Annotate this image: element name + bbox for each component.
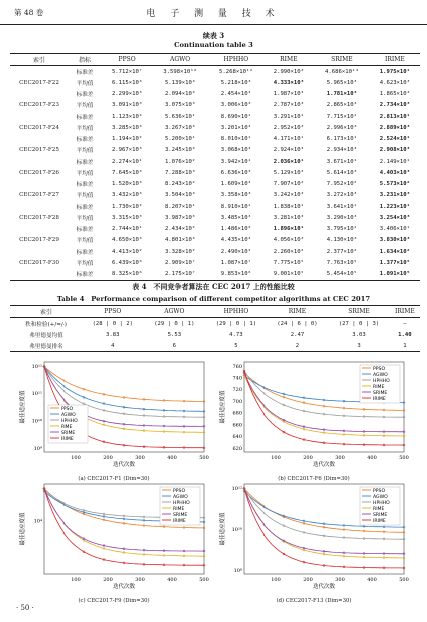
table-cell: 1.40 <box>398 331 412 338</box>
table-cell: 2.299×10³ <box>111 91 143 98</box>
x-tick-label: 400 <box>367 455 377 461</box>
row-metric: 平均值 <box>76 193 94 200</box>
row-label: 弗里德曼排名 <box>10 340 82 352</box>
table-cell: 3.358×10³ <box>220 192 252 199</box>
y-axis-label: 最佳适应度值 <box>220 390 226 424</box>
table-cell: 8.207×10¹ <box>164 203 196 210</box>
table-row <box>10 156 420 167</box>
table-cell: 4.435×10³ <box>220 237 252 244</box>
table-cell: 2.813×10¹ <box>379 113 411 120</box>
table-cell: 7.645×10³ <box>111 169 143 176</box>
table-cell: 2.865×10³ <box>326 102 358 109</box>
table3-header-cell: 索引 <box>10 54 68 66</box>
table-cell: 2.924×10³ <box>273 147 305 154</box>
table-cell: 2.952×10³ <box>273 124 305 131</box>
table-cell: 5.139×10³ <box>164 79 196 86</box>
row-index: CEC2017-F22 <box>19 79 59 86</box>
table-cell: 7.952×10² <box>326 181 358 188</box>
row-index <box>10 134 68 145</box>
table-row <box>10 190 420 201</box>
table-cell: 4.73 <box>229 331 243 338</box>
legend-entry: SRIME <box>373 512 388 518</box>
table3-header-cell: HPHHO <box>208 54 264 66</box>
table-cell: 3.075×10³ <box>164 102 196 109</box>
table-cell: 3.83 <box>106 331 120 338</box>
table-cell: 3.641×10¹ <box>326 203 358 210</box>
table-cell: 1.634×10² <box>379 248 411 255</box>
y-tick-label: 10⁸ <box>233 567 242 574</box>
row-index <box>10 156 68 167</box>
table-cell: 1.223×10¹ <box>379 203 411 210</box>
table-cell: 2.734×10³ <box>379 102 411 109</box>
x-tick-label: 500 <box>399 455 409 461</box>
table-row <box>10 134 420 145</box>
row-metric: 平均值 <box>76 80 94 87</box>
row-metric: 平均值 <box>76 170 94 177</box>
table-row <box>10 167 420 178</box>
y-tick-label: 10¹¹ <box>31 391 42 398</box>
y-tick-label: 720 <box>232 387 242 394</box>
table-cell: (28 | 0 | 2) <box>92 320 133 327</box>
table-row <box>10 89 420 100</box>
table-cell: 3.254×10³ <box>379 214 411 221</box>
table4-header-cell: IRIME <box>390 306 420 318</box>
table-cell: 2.934×10³ <box>326 147 358 154</box>
table-cell: 4.403×10³ <box>379 169 411 176</box>
table-cell: 1.896×10¹ <box>273 226 305 233</box>
table-cell: 4.650×10³ <box>111 237 143 244</box>
table-cell: 1.123×10² <box>111 113 143 120</box>
row-index <box>10 201 68 212</box>
x-tick-label: 300 <box>335 455 345 461</box>
y-axis-label: 最佳适应度值 <box>20 390 26 424</box>
table-row <box>10 111 420 122</box>
table-row <box>10 224 420 235</box>
table-cell: 3.091×10³ <box>111 102 143 109</box>
table3-header-cell: AGWO <box>152 54 208 66</box>
table-cell: 2.908×10³ <box>379 147 411 154</box>
table-cell: 1.194×10² <box>111 136 143 143</box>
table-cell: 3.290×10³ <box>326 214 358 221</box>
table-cell: 2.490×10² <box>220 248 252 255</box>
table-cell: 1.076×10² <box>164 158 196 165</box>
table-cell: 2.260×10² <box>273 248 305 255</box>
table-cell: 9.853×10⁶ <box>208 269 264 281</box>
table-row <box>10 318 420 330</box>
legend-entry: RIME <box>173 506 185 512</box>
legend-entry: IRIME <box>373 518 386 524</box>
legend-entry: PPSO <box>373 488 386 494</box>
table-cell: 6.636×10³ <box>220 169 252 176</box>
table-cell: 2.996×10³ <box>326 124 358 131</box>
table-cell: 3 <box>328 340 390 352</box>
table4-header-cell: HPHHO <box>205 306 267 318</box>
table-cell: 4.171×10¹ <box>273 136 305 143</box>
legend-entry: RIME <box>373 384 385 390</box>
row-metric: 平均值 <box>76 148 94 155</box>
table-cell: 7.775×10⁵ <box>273 259 305 266</box>
figure-panel-d <box>214 478 414 604</box>
row-index <box>10 179 68 190</box>
table-cell: 9.001×10⁵ <box>264 269 314 281</box>
y-tick-label: 10¹² <box>231 485 242 492</box>
row-metric: 标准差 <box>76 114 94 121</box>
table-cell: 3.242×10³ <box>273 192 305 199</box>
table-cell: (24 | 6 | 0) <box>277 320 318 327</box>
table-cell: 2.524×10¹ <box>379 136 411 143</box>
row-index: CEC2017-F30 <box>19 259 59 266</box>
table-cell: 2.094×10³ <box>164 91 196 98</box>
table-cell: 3.281×10³ <box>273 214 305 221</box>
table-row <box>10 257 420 268</box>
y-tick-label: 740 <box>232 375 242 382</box>
table-cell: 5 <box>205 340 267 352</box>
table-cell: (27 | 0 | 3) <box>338 320 380 327</box>
table-cell: 1.377×10⁵ <box>379 259 411 266</box>
table-cell: 1.838×10¹ <box>273 203 305 210</box>
legend-entry: RIME <box>373 506 385 512</box>
table-cell: 1.865×10³ <box>379 91 411 98</box>
row-label: 秩和检验(+/=/-) <box>25 321 67 328</box>
y-tick-label: 700 <box>232 398 242 405</box>
table-cell: 2.454×10³ <box>220 91 252 98</box>
table-cell: 5.454×10⁵ <box>314 269 370 281</box>
row-metric: 标准差 <box>76 249 94 256</box>
table-cell: 2.990×10³ <box>273 68 305 75</box>
x-tick-label: 500 <box>399 577 409 583</box>
table-row <box>10 269 420 281</box>
table-cell: 7.763×10⁵ <box>326 259 358 266</box>
table-cell: 3.267×10³ <box>164 124 196 131</box>
y-tick-label: 640 <box>232 434 242 441</box>
legend-entry: AGWO <box>373 372 388 378</box>
table-cell: 6 <box>144 340 206 352</box>
table3 <box>10 53 420 281</box>
table4-title-cn: 表 4 不同竞争者算法在 CEC 2017 上的性能比较 <box>132 282 295 291</box>
y-tick-label: 680 <box>232 410 242 417</box>
row-metric: 标准差 <box>76 159 94 166</box>
y-axis-label: 最佳适应度值 <box>20 512 26 546</box>
table-cell: (29 | 0 | 1) <box>215 320 257 327</box>
panel-c-caption: (c) CEC2017-F9 (Dim=30) <box>78 598 150 604</box>
table-cell: 2 <box>267 340 329 352</box>
x-tick-label: 400 <box>167 455 177 461</box>
x-tick-label: 100 <box>71 577 81 583</box>
table4 <box>10 305 420 352</box>
table-cell: 2.149×10¹ <box>379 158 411 165</box>
x-tick-label: 500 <box>199 577 209 583</box>
x-tick-label: 100 <box>71 455 81 461</box>
y-tick-label: 760 <box>232 363 242 370</box>
table-cell: 8.910×10¹ <box>220 203 252 210</box>
y-axis-label: 最佳适应度值 <box>220 512 226 546</box>
table-cell: 7.715×10¹ <box>326 113 358 120</box>
row-index <box>10 224 68 235</box>
table3-title-cn: 续表 3 <box>202 31 225 40</box>
y-tick-label: 10⁹ <box>33 445 42 452</box>
table-cell: 2.175×10⁷ <box>152 269 208 281</box>
table-cell: 3.291×10¹ <box>273 113 305 120</box>
x-tick-label: 200 <box>103 577 113 583</box>
row-label: 弗里德曼均值 <box>29 332 63 339</box>
table-cell: 2.434×10² <box>164 226 196 233</box>
table-cell: 4.333×10³ <box>273 79 305 86</box>
table-cell: 3.987×10³ <box>164 214 196 221</box>
table-cell: 1.987×10³ <box>273 91 305 98</box>
figure-panel-a <box>14 356 214 482</box>
table-cell: 2.377×10² <box>326 248 358 255</box>
table-cell: 6.115×10³ <box>111 79 143 86</box>
legend-entry: PPSO <box>373 366 386 372</box>
table4-header-cell: SRIME <box>328 306 390 318</box>
table-cell: 3.671×10¹ <box>326 158 358 165</box>
table-cell: 3.231×10³ <box>379 192 411 199</box>
row-metric: 标准差 <box>68 269 102 281</box>
panel-d-caption: (d) CEC2017-F13 (Dim=30) <box>276 598 352 604</box>
row-index: CEC2017-F26 <box>19 169 59 176</box>
table-row <box>10 246 420 257</box>
table-cell: 2.274×10¹ <box>111 158 143 165</box>
table-cell: 8.325×10⁶ <box>102 269 152 281</box>
table-cell: 3.406×10¹ <box>379 226 411 233</box>
table3-header-cell: PPSO <box>102 54 152 66</box>
table-cell: 3.830×10³ <box>379 237 411 244</box>
table-cell: 1.730×10² <box>111 203 143 210</box>
table-cell: 6.173×10¹ <box>326 136 358 143</box>
figure-panel-b <box>214 356 414 482</box>
legend-entry: SRIME <box>173 512 188 518</box>
table-cell: 5.129×10³ <box>273 169 305 176</box>
panel-b-caption: (b) CEC2017-F6 (Dim=30) <box>278 476 350 482</box>
row-index: CEC2017-F28 <box>19 214 59 221</box>
x-axis-label: 迭代次数 <box>312 462 336 468</box>
table-cell: — <box>403 320 407 327</box>
table-cell: 5.573×10² <box>379 181 411 188</box>
table-cell: 5.200×10¹ <box>164 136 196 143</box>
table-cell: 5.636×10¹ <box>164 113 196 120</box>
table-cell: 8.690×10¹ <box>220 113 252 120</box>
figure-panel-c <box>14 478 214 604</box>
row-index <box>10 269 68 281</box>
x-tick-label: 200 <box>303 455 313 461</box>
table-cell: 2.744×10¹ <box>111 226 143 233</box>
row-index: CEC2017-F25 <box>19 147 59 154</box>
table-cell: 4.413×10² <box>111 248 143 255</box>
table-row <box>10 212 420 223</box>
row-metric: 标准差 <box>76 204 94 211</box>
table-cell: 2.909×10⁷ <box>164 259 196 266</box>
table-row <box>10 145 420 156</box>
row-metric: 标准差 <box>76 137 94 144</box>
page-number: · 50 · <box>16 604 34 612</box>
x-tick-label: 200 <box>103 455 113 461</box>
row-metric: 标准差 <box>76 227 94 234</box>
table-row <box>10 66 420 78</box>
x-tick-label: 100 <box>271 455 281 461</box>
legend-entry: SRIME <box>373 390 388 396</box>
legend-entry: AGWO <box>173 494 188 500</box>
table-cell: 8.010×10¹ <box>220 136 252 143</box>
table-cell: 4.801×10³ <box>164 237 196 244</box>
x-tick-label: 400 <box>367 577 377 583</box>
legend-entry: HPHHO <box>61 418 78 424</box>
table-cell: 2.036×10¹ <box>273 158 305 165</box>
table-cell: 5.218×10³ <box>220 79 252 86</box>
table-row <box>10 179 420 190</box>
table-cell: 5.614×10³ <box>326 169 358 176</box>
table-cell: 3.432×10³ <box>111 192 143 199</box>
legend-entry: IRIME <box>173 518 186 524</box>
table-cell: 5.712×10⁷ <box>111 68 143 75</box>
table-cell: 7.907×10² <box>273 181 305 188</box>
x-tick-label: 300 <box>135 577 145 583</box>
table-cell: 3.272×10³ <box>326 192 358 199</box>
legend-entry: HPHHO <box>173 500 190 506</box>
table-cell: 1.486×10² <box>220 226 252 233</box>
table-row <box>10 235 420 246</box>
journal-title: 电 子 测 量 技 术 <box>146 9 281 19</box>
row-index: CEC2017-F24 <box>19 124 59 131</box>
table-cell: 1.975×10¹ <box>379 68 411 75</box>
table-row <box>10 122 420 133</box>
y-tick-label: 10¹⁰ <box>231 526 242 533</box>
table-cell: 1.087×10⁷ <box>220 259 252 266</box>
table-cell: 2.787×10³ <box>273 102 305 109</box>
y-tick-label: 620 <box>232 445 242 452</box>
y-tick-label: 10⁴ <box>33 518 42 525</box>
table-cell: (29 | 0 | 1) <box>154 320 195 327</box>
table-cell: 8.243×10² <box>164 181 196 188</box>
table-cell: 5.965×10³ <box>326 79 358 86</box>
legend-entry: SRIME <box>61 430 76 436</box>
table-cell: 3.328×10² <box>164 248 196 255</box>
table-row <box>10 77 420 88</box>
panel-a-caption: (a) CEC2017-F1 (Dim=30) <box>78 476 150 482</box>
x-tick-label: 100 <box>271 577 281 583</box>
x-tick-label: 200 <box>303 577 313 583</box>
table-cell: 5.268×10¹² <box>219 68 253 75</box>
row-metric: 平均值 <box>76 103 94 110</box>
table4-title-en: Table 4 Performance comparison of different competitor algorithms at CEC 2017 <box>56 295 371 303</box>
table-cell: 1.091×10⁵ <box>370 269 420 281</box>
legend-entry: HPHHO <box>373 500 390 506</box>
table-row <box>10 340 420 352</box>
legend-entry: PPSO <box>61 406 74 412</box>
table4-header-cell: 索引 <box>10 306 82 318</box>
table-cell: 3.485×10³ <box>220 214 252 221</box>
table-cell: 1.520×10³ <box>111 181 143 188</box>
row-index: CEC2017-F27 <box>19 192 59 199</box>
table-cell: 3.504×10³ <box>164 192 196 199</box>
x-tick-label: 300 <box>335 577 345 583</box>
table3-header-cell: SRIME <box>314 54 370 66</box>
table-row <box>10 100 420 111</box>
table-cell: 2.967×10³ <box>111 147 143 154</box>
row-index <box>10 89 68 100</box>
table3-header-cell: RIME <box>264 54 314 66</box>
table-cell: 3.598×10¹⁰ <box>163 68 197 75</box>
x-axis-label: 迭代次数 <box>112 584 136 590</box>
table-cell: 2.47 <box>290 331 305 338</box>
row-metric: 平均值 <box>76 260 94 267</box>
table-cell: 6.439×10⁶ <box>111 259 143 266</box>
table-row <box>10 329 420 340</box>
table-cell: 3.201×10³ <box>220 124 252 131</box>
y-tick-label: 10¹⁰ <box>31 418 42 425</box>
row-index <box>10 66 68 78</box>
table-cell: 3.795×10¹ <box>326 226 358 233</box>
table-cell: 2.889×10³ <box>379 124 411 131</box>
table-row <box>10 201 420 212</box>
row-index <box>10 246 68 257</box>
volume-label: 第 48 卷 <box>14 8 44 17</box>
legend-entry: RIME <box>61 424 73 430</box>
table3-title-en: Continuation table 3 <box>174 41 253 49</box>
table-cell: 4.623×10³ <box>379 79 411 86</box>
table-cell: 3.245×10³ <box>164 147 196 154</box>
table-cell: 3.006×10³ <box>220 102 252 109</box>
legend-entry: IRIME <box>61 436 74 442</box>
table4-header-cell: AGWO <box>144 306 206 318</box>
legend-entry: PPSO <box>173 488 186 494</box>
row-metric: 标准差 <box>76 69 94 76</box>
table-cell: 4.056×10³ <box>273 237 305 244</box>
table-cell: 4 <box>82 340 144 352</box>
table-cell: 4.686×10¹³ <box>325 68 359 75</box>
table-cell: 1.781×10³ <box>326 91 358 98</box>
table-cell: 7.288×10³ <box>164 169 196 176</box>
legend-entry: AGWO <box>61 412 76 418</box>
running-header <box>0 0 427 25</box>
table-cell: 3.315×10³ <box>111 214 143 221</box>
table-cell: 1.609×10³ <box>220 181 252 188</box>
table3-header-cell: IRIME <box>370 54 420 66</box>
table-cell: 3.068×10³ <box>220 147 252 154</box>
x-axis-label: 迭代次数 <box>112 462 136 468</box>
row-index: CEC2017-F23 <box>19 102 59 109</box>
y-tick-label: 10¹² <box>31 363 42 370</box>
table-cell: 5.53 <box>167 331 182 338</box>
table-cell: 3.942×10¹ <box>220 158 252 165</box>
row-metric: 标准差 <box>76 182 94 189</box>
row-metric: 平均值 <box>76 238 94 245</box>
row-metric: 平均值 <box>76 125 94 132</box>
x-tick-label: 500 <box>199 455 209 461</box>
x-axis-label: 迭代次数 <box>312 584 336 590</box>
legend-entry: IRIME <box>373 396 386 402</box>
legend-entry: AGWO <box>373 494 388 500</box>
table-cell: 3.285×10³ <box>111 124 143 131</box>
table-cell: 3.03 <box>352 331 366 338</box>
table-cell: 4.130×10³ <box>326 237 358 244</box>
table4-header-cell: RIME <box>267 306 329 318</box>
row-metric: 平均值 <box>76 215 94 222</box>
row-index <box>10 111 68 122</box>
legend-entry: HPHHO <box>373 378 390 384</box>
table-cell: 1 <box>390 340 420 352</box>
row-index: CEC2017-F29 <box>19 237 59 244</box>
table4-header-cell: PPSO <box>82 306 144 318</box>
y-tick-label: 660 <box>232 422 242 429</box>
x-tick-label: 300 <box>135 455 145 461</box>
row-metric: 标准差 <box>76 92 94 99</box>
x-tick-label: 400 <box>167 577 177 583</box>
table3-header-cell: 指标 <box>68 54 102 66</box>
